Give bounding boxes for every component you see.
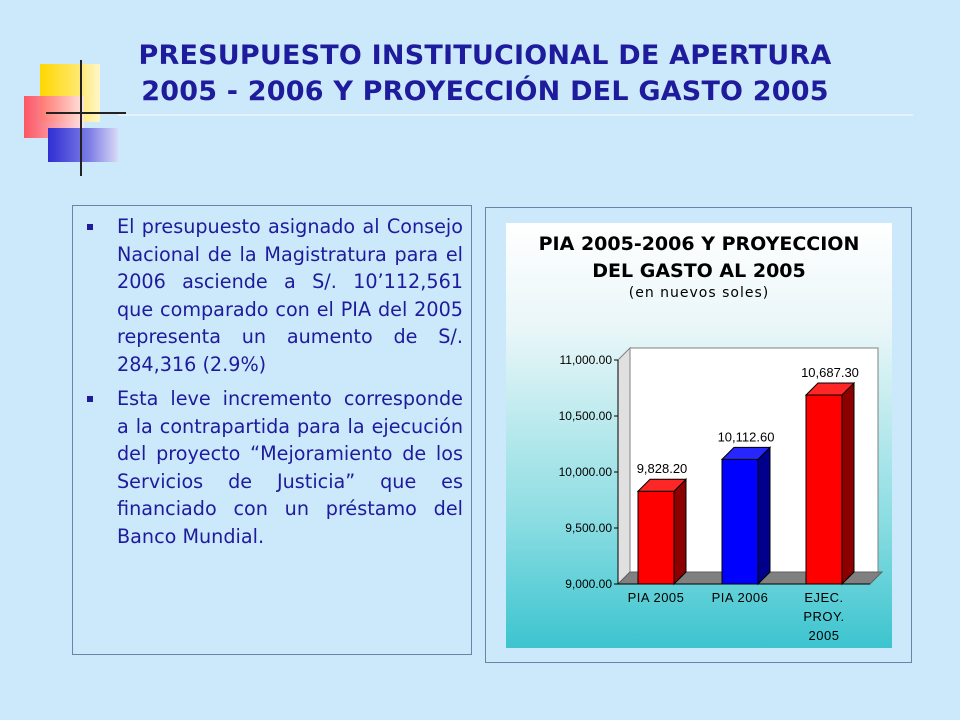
logo-vertical-line <box>80 60 82 176</box>
bullet-item <box>87 213 463 378</box>
slide-title-line1: PRESUPUESTO INSTITUCIONAL DE APERTURA <box>138 40 832 71</box>
x-category-label: 2005 <box>808 628 840 643</box>
x-category-label: EJEC. <box>804 590 844 605</box>
y-tick-label: 9,500.00 <box>565 521 612 535</box>
bar <box>722 459 758 584</box>
bullet-text: El presupuesto asignado al Consejo Nacional de la Magistratura para el 2006 asciende a S/. 10’112,561 que comparado con el PIA del 2005 representa un aumento de S/. 284,316 (2.9%) <box>117 215 463 376</box>
bullet-item <box>87 385 463 550</box>
chart-panel <box>485 207 912 663</box>
y-tick-label: 9,000.00 <box>565 577 612 591</box>
bar-value-label: 10,687.30 <box>801 365 859 381</box>
chart-title-line1: PIA 2005-2006 Y PROYECCION <box>538 233 860 255</box>
bar-chart <box>506 223 892 648</box>
y-tick-label: 10,000.00 <box>558 465 612 479</box>
title-underline <box>118 114 913 116</box>
logo-blue-square <box>48 128 118 162</box>
bar <box>638 491 674 584</box>
bar <box>806 395 842 584</box>
bullet-square-icon <box>87 224 93 230</box>
chart-title-line2: DEL GASTO AL 2005 <box>592 260 806 282</box>
logo-horizontal-line <box>46 112 126 114</box>
bar-side <box>674 479 686 584</box>
x-category-label: PIA 2005 <box>627 590 685 605</box>
slide-title-line2: 2005 - 2006 Y PROYECCIÓN DEL GASTO 2005 <box>141 76 829 107</box>
chart-area <box>506 223 892 648</box>
bar-value-label: 9,828.20 <box>636 461 688 477</box>
y-tick-label: 10,500.00 <box>558 409 612 423</box>
bar-side <box>758 447 770 584</box>
bullet-text: Esta leve incremento corresponde a la contrapartida para la ejecución del proyecto “Mejoramiento de los Servicios de Justicia” que es financiado con un préstamo del Banco Mundial. <box>117 387 463 548</box>
x-category-label: PROY. <box>803 609 845 624</box>
bar-value-label: 10,112.60 <box>717 429 775 445</box>
chart-subtitle: (en nuevos soles) <box>628 285 770 301</box>
plot-side-wall <box>618 348 630 584</box>
slide-title <box>100 38 870 110</box>
bullet-list <box>87 213 463 557</box>
x-category-label: PIA 2006 <box>711 590 769 605</box>
bar-side <box>842 383 854 584</box>
bullet-square-icon <box>87 396 93 402</box>
bullet-panel <box>72 205 472 655</box>
y-tick-label: 11,000.00 <box>559 353 612 367</box>
